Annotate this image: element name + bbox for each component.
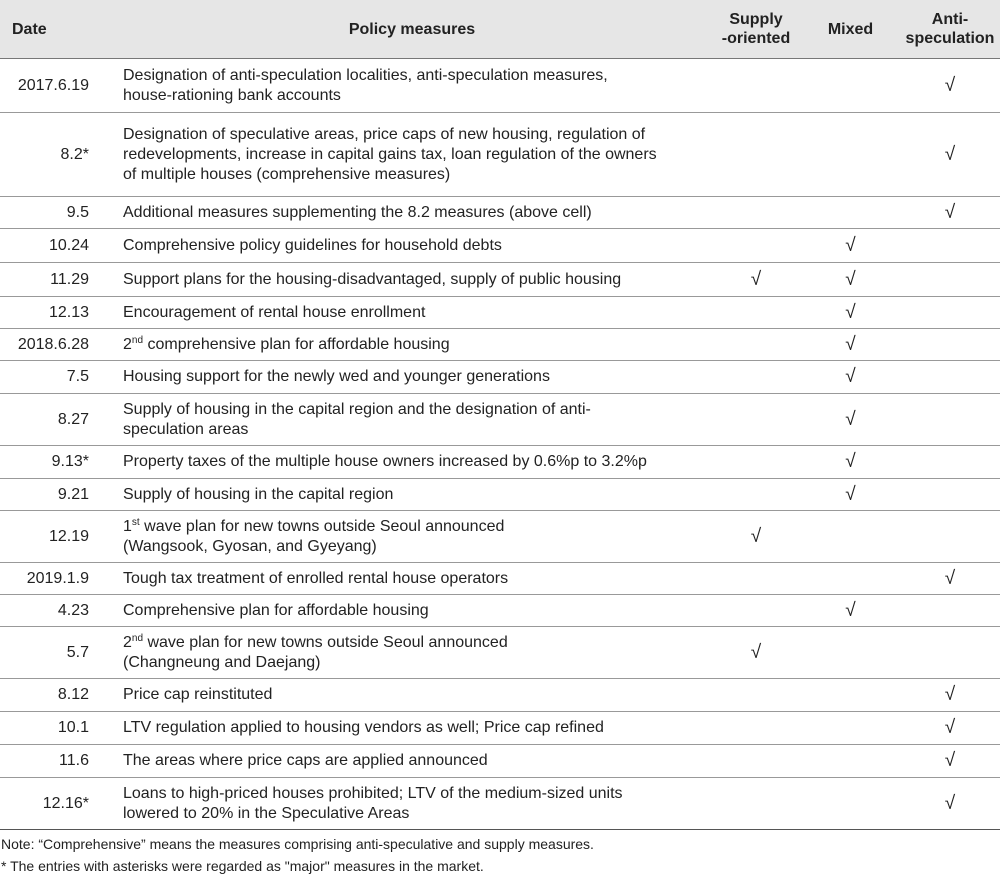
check-cell-mixed <box>801 511 900 563</box>
ordinal-suffix: nd <box>131 334 144 346</box>
policy-line: (Wangsook, Gyosan, and Gyeyang) <box>123 537 377 555</box>
policy-line: Support plans for the housing-disadvantaged, supply of public housing <box>123 270 622 288</box>
check-cell-mixed <box>801 329 900 361</box>
row-date: 8.2* <box>0 113 113 197</box>
row-date: 2017.6.19 <box>0 59 113 113</box>
check-cell-anti-speculation <box>900 745 1000 778</box>
row-date: 10.1 <box>0 712 113 745</box>
table-body <box>0 59 1000 830</box>
check-cell-anti-speculation <box>900 297 1000 329</box>
row-date: 8.27 <box>0 394 113 446</box>
note-asterisk: * The entries with asterisks were regarded as "major" measures in the market. <box>1 858 484 874</box>
policy-line: house-rationing bank accounts <box>123 86 341 104</box>
row-policy-measure <box>113 679 711 712</box>
check-cell-supply-oriented <box>711 263 801 297</box>
table-row <box>0 113 1000 197</box>
row-date: 2018.6.28 <box>0 329 113 361</box>
row-policy-measure <box>113 263 711 297</box>
table-row <box>0 329 1000 361</box>
row-date: 2019.1.9 <box>0 563 113 595</box>
checkmark-icon: √ <box>944 684 956 705</box>
table-row <box>0 361 1000 394</box>
checkmark-icon: √ <box>944 201 956 223</box>
row-date: 9.13* <box>0 446 113 479</box>
check-cell-anti-speculation <box>900 113 1000 197</box>
check-cell-supply-oriented <box>711 297 801 329</box>
checkmark-icon: √ <box>845 599 856 621</box>
row-policy-measure <box>113 712 711 745</box>
table-row <box>0 229 1000 263</box>
ordinal-suffix: st <box>131 516 140 528</box>
row-date: 12.13 <box>0 297 113 329</box>
checkmark-icon: √ <box>845 366 856 387</box>
row-date: 10.24 <box>0 229 113 263</box>
checkmark-icon: √ <box>845 268 856 290</box>
table-header <box>0 0 1000 59</box>
row-policy-measure <box>113 329 711 361</box>
check-cell-anti-speculation <box>900 712 1000 745</box>
table-row <box>0 745 1000 778</box>
check-cell-anti-speculation <box>900 229 1000 263</box>
check-cell-mixed <box>801 197 900 229</box>
checkmark-icon: √ <box>944 750 956 771</box>
check-cell-mixed <box>801 263 900 297</box>
row-policy-measure <box>113 59 711 113</box>
policy-line: lowered to 20% in the Speculative Areas <box>123 804 410 822</box>
policy-line: Tough tax treatment of enrolled rental house operators <box>123 569 509 587</box>
table-row <box>0 595 1000 627</box>
check-cell-mixed <box>801 59 900 113</box>
row-date: 4.23 <box>0 595 113 627</box>
policy-line: Price cap reinstituted <box>123 686 273 703</box>
policy-line: Loans to high-priced houses prohibited; LTV of the medium-sized units <box>123 784 623 802</box>
policy-line: Housing support for the newly wed and younger generations <box>123 368 550 385</box>
header-anti-line1: Anti- <box>931 11 969 28</box>
check-cell-supply-oriented <box>711 446 801 479</box>
policy-line <box>123 335 705 355</box>
table-row <box>0 679 1000 712</box>
checkmark-icon: √ <box>845 451 856 472</box>
header-mixed: Mixed <box>801 0 900 59</box>
table-row <box>0 511 1000 563</box>
check-cell-mixed <box>801 297 900 329</box>
row-policy-measure <box>113 595 711 627</box>
checkmark-icon: √ <box>845 408 856 430</box>
checkmark-icon: √ <box>845 301 856 323</box>
row-policy-measure <box>113 197 711 229</box>
checkmark-icon: √ <box>944 567 956 589</box>
check-cell-mixed <box>801 595 900 627</box>
check-cell-mixed <box>801 778 900 830</box>
check-cell-supply-oriented <box>711 479 801 511</box>
check-cell-anti-speculation <box>900 329 1000 361</box>
policy-line <box>123 633 705 653</box>
check-cell-supply-oriented <box>711 511 801 563</box>
row-policy-measure <box>113 446 711 479</box>
checkmark-icon: √ <box>944 717 956 738</box>
check-cell-supply-oriented <box>711 197 801 229</box>
ordinal-number: 2 <box>123 633 132 651</box>
header-date: Date <box>0 0 113 59</box>
check-cell-mixed <box>801 563 900 595</box>
check-cell-mixed <box>801 229 900 263</box>
checkmark-icon: √ <box>944 143 956 165</box>
check-cell-supply-oriented <box>711 778 801 830</box>
row-policy-measure <box>113 361 711 394</box>
policy-line-text: comprehensive plan for affordable housing <box>143 335 450 353</box>
table-row <box>0 627 1000 679</box>
row-policy-measure <box>113 511 711 563</box>
checkmark-icon: √ <box>750 525 762 547</box>
row-date: 7.5 <box>0 361 113 394</box>
checkmark-icon: √ <box>845 234 856 256</box>
ordinal-number: 2 <box>123 335 132 353</box>
row-date: 9.21 <box>0 479 113 511</box>
check-cell-anti-speculation <box>900 511 1000 563</box>
check-cell-supply-oriented <box>711 745 801 778</box>
row-date: 12.16* <box>0 778 113 830</box>
policy-line: Encouragement of rental house enrollment <box>123 303 426 321</box>
check-cell-supply-oriented <box>711 229 801 263</box>
row-policy-measure <box>113 479 711 511</box>
header-anti-line2: speculation <box>905 30 995 47</box>
check-cell-supply-oriented <box>711 361 801 394</box>
row-date: 5.7 <box>0 627 113 679</box>
policy-line: Additional measures supplementing the 8.2 measures (above cell) <box>123 203 592 221</box>
table-row <box>0 297 1000 329</box>
policy-line: Comprehensive plan for affordable housing <box>123 601 429 619</box>
check-cell-supply-oriented <box>711 595 801 627</box>
checkmark-icon: √ <box>750 641 762 663</box>
check-cell-mixed <box>801 113 900 197</box>
table-row <box>0 197 1000 229</box>
row-date: 9.5 <box>0 197 113 229</box>
check-cell-mixed <box>801 394 900 446</box>
check-cell-anti-speculation <box>900 778 1000 830</box>
check-cell-anti-speculation <box>900 394 1000 446</box>
check-cell-mixed <box>801 479 900 511</box>
row-policy-measure <box>113 113 711 197</box>
row-date: 8.12 <box>0 679 113 712</box>
check-cell-mixed <box>801 446 900 479</box>
policy-line: Designation of speculative areas, price caps of new housing, regulation of <box>123 125 646 143</box>
table-row <box>0 394 1000 446</box>
table-row <box>0 563 1000 595</box>
table-notes <box>0 830 1000 877</box>
policy-line: (Changneung and Daejang) <box>123 653 321 671</box>
policy-line: speculation areas <box>123 420 249 438</box>
check-cell-mixed <box>801 679 900 712</box>
policy-line-text: wave plan for new towns outside Seoul announced <box>139 517 505 535</box>
checkmark-icon: √ <box>750 268 762 290</box>
check-cell-anti-speculation <box>900 361 1000 394</box>
check-cell-supply-oriented <box>711 712 801 745</box>
check-cell-mixed <box>801 627 900 679</box>
row-policy-measure <box>113 297 711 329</box>
checkmark-icon: √ <box>944 792 956 814</box>
check-cell-mixed <box>801 712 900 745</box>
policy-line: Supply of housing in the capital region <box>123 485 394 503</box>
header-supply-oriented <box>711 0 801 59</box>
policy-line: Property taxes of the multiple house owners increased by 0.6%p to 3.2%p <box>123 453 647 470</box>
check-cell-anti-speculation <box>900 679 1000 712</box>
policy-line: redevelopments, increase in capital gains tax, loan regulation of the owners <box>123 145 657 163</box>
check-cell-supply-oriented <box>711 329 801 361</box>
table-row <box>0 263 1000 297</box>
row-date: 11.29 <box>0 263 113 297</box>
row-policy-measure <box>113 229 711 263</box>
check-cell-anti-speculation <box>900 627 1000 679</box>
policy-line: of multiple houses (comprehensive measures) <box>123 165 451 183</box>
table-row <box>0 446 1000 479</box>
policy-line <box>123 517 705 537</box>
policy-line: The areas where price caps are applied announced <box>123 752 488 769</box>
check-cell-anti-speculation <box>900 563 1000 595</box>
row-policy-measure <box>113 778 711 830</box>
check-cell-anti-speculation <box>900 59 1000 113</box>
header-policy-measures: Policy measures <box>113 0 711 59</box>
header-anti-speculation <box>900 0 1000 59</box>
policy-line: Comprehensive policy guidelines for household debts <box>123 236 502 254</box>
policy-line-text: wave plan for new towns outside Seoul announced <box>143 633 508 651</box>
policy-line: LTV regulation applied to housing vendors as well; Price cap refined <box>123 719 604 736</box>
checkmark-icon: √ <box>845 333 856 355</box>
table-row <box>0 59 1000 113</box>
table-row <box>0 778 1000 830</box>
table-row <box>0 479 1000 511</box>
check-cell-supply-oriented <box>711 113 801 197</box>
row-policy-measure <box>113 394 711 446</box>
check-cell-anti-speculation <box>900 197 1000 229</box>
check-cell-supply-oriented <box>711 627 801 679</box>
check-cell-supply-oriented <box>711 59 801 113</box>
check-cell-mixed <box>801 361 900 394</box>
row-policy-measure <box>113 627 711 679</box>
table-row <box>0 712 1000 745</box>
header-supply-line1: Supply <box>729 11 783 28</box>
check-cell-anti-speculation <box>900 263 1000 297</box>
checkmark-icon: √ <box>845 483 856 505</box>
row-policy-measure <box>113 563 711 595</box>
row-date: 12.19 <box>0 511 113 563</box>
ordinal-number: 1 <box>123 517 132 535</box>
header-supply-line2: -oriented <box>721 30 791 47</box>
row-date: 11.6 <box>0 745 113 778</box>
check-cell-anti-speculation <box>900 479 1000 511</box>
row-policy-measure <box>113 745 711 778</box>
note-comprehensive: Note: “Comprehensive” means the measures comprising anti-speculative and supply measures. <box>1 836 594 852</box>
check-cell-mixed <box>801 745 900 778</box>
policy-line: Supply of housing in the capital region and the designation of anti- <box>123 400 591 418</box>
check-cell-supply-oriented <box>711 563 801 595</box>
check-cell-supply-oriented <box>711 679 801 712</box>
check-cell-anti-speculation <box>900 595 1000 627</box>
check-cell-anti-speculation <box>900 446 1000 479</box>
check-cell-supply-oriented <box>711 394 801 446</box>
policy-line: Designation of anti-speculation localities, anti-speculation measures, <box>123 66 608 84</box>
checkmark-icon: √ <box>944 74 956 96</box>
ordinal-suffix: nd <box>131 632 144 644</box>
